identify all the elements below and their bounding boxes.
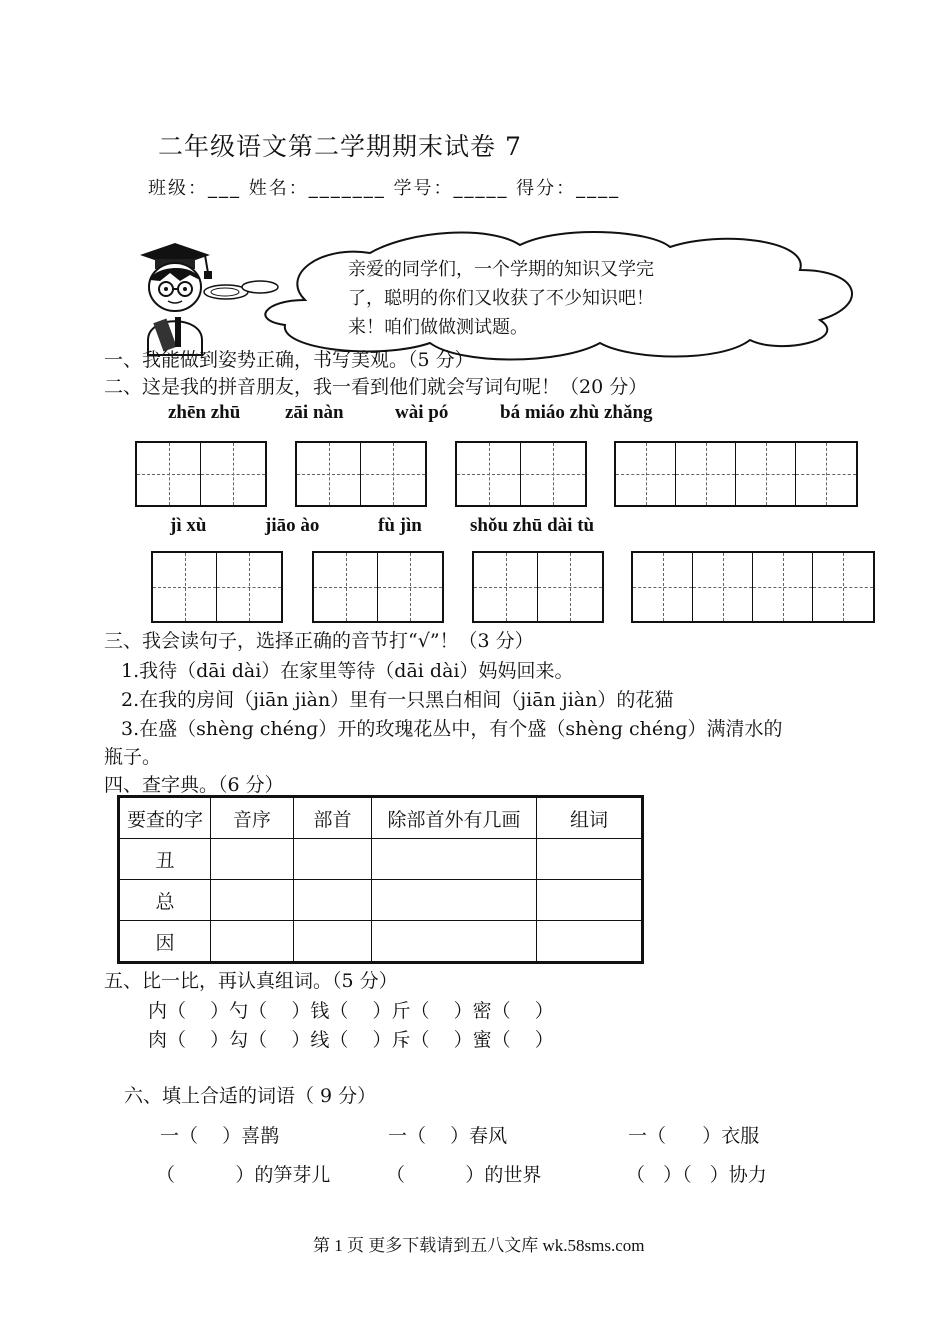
page-footer: 第 1 页 更多下载请到五八文库 wk.58sms.com: [313, 1236, 645, 1255]
question-line: 2.在我的房间（jiān jiàn）里有一只黑白相间（jiān jiàn）的花猫: [121, 689, 674, 711]
table-row: [119, 880, 643, 921]
answer-cell[interactable]: [294, 921, 372, 963]
table-row: [119, 839, 643, 880]
table-cell: 总: [119, 880, 211, 921]
bubble-line: 亲爱的同学们，一个学期的知识又学完: [348, 259, 654, 280]
table-header: 除部首外有几画: [372, 797, 537, 839]
fill-blank: 一（ ）衣服: [628, 1125, 760, 1147]
dictionary-table: [117, 795, 644, 964]
writing-grid[interactable]: [631, 551, 875, 623]
fill-blank: （ ）（ ）协力: [626, 1164, 767, 1186]
thought-dot: [242, 281, 278, 293]
answer-cell[interactable]: [372, 921, 537, 963]
section-4-heading: 四、查字典。（6 分）: [104, 774, 284, 796]
fill-blank: 一（ ）春风: [388, 1125, 508, 1147]
table-cell: 因: [119, 921, 211, 963]
compare-row: 肉（ ）勾（ ）线（ ）斥（ ）蜜（ ）: [148, 1029, 554, 1051]
pinyin-word: zāi nàn: [285, 402, 344, 423]
compare-row: 内（ ）勺（ ）钱（ ）斤（ ）密（ ）: [148, 1000, 554, 1022]
section-6-heading: 六、填上合适的词语（ 9 分）: [124, 1085, 377, 1107]
pinyin-word: wài pó: [395, 402, 449, 423]
answer-cell[interactable]: [211, 839, 294, 880]
answer-cell[interactable]: [294, 880, 372, 921]
writing-grid[interactable]: [455, 441, 587, 507]
pinyin-word: bá miáo zhù zhǎng: [500, 402, 653, 423]
writing-grid[interactable]: [135, 441, 267, 507]
answer-cell[interactable]: [294, 839, 372, 880]
writing-grid[interactable]: [151, 551, 283, 623]
pinyin-word: shǒu zhū dài tù: [470, 515, 595, 536]
question-line: 3.在盛（shènɡ chénɡ）开的玫瑰花丛中，有个盛（shènɡ chénɡ）满清水的: [121, 718, 783, 740]
pinyin-word: zhēn zhū: [168, 402, 241, 423]
table-header: 要查的字: [119, 797, 211, 839]
writing-grid[interactable]: [614, 441, 858, 507]
writing-grid[interactable]: [295, 441, 427, 507]
answer-cell[interactable]: [211, 880, 294, 921]
student-info-line: 班级：___ 姓名：_______ 学号：_____ 得分：____: [148, 178, 621, 199]
fill-blank: （ ）的世界: [386, 1164, 542, 1186]
answer-cell[interactable]: [372, 839, 537, 880]
answer-cell[interactable]: [372, 880, 537, 921]
section-2-heading: 二、这是我的拼音朋友，我一看到他们就会写词句呢！（20 分）: [104, 376, 648, 398]
section-5-heading: 五、比一比，再认真组词。（5 分）: [104, 970, 398, 992]
table-header: 音序: [211, 797, 294, 839]
question-line: 瓶子。: [104, 746, 162, 768]
writing-grid[interactable]: [472, 551, 604, 623]
section-1-heading: 一、我能做到姿势正确，书写美观。（5 分）: [104, 349, 474, 371]
answer-cell[interactable]: [537, 921, 643, 963]
section-3-heading: 三、我会读句子，选择正确的音节打“√”！（3 分）: [104, 630, 534, 652]
table-row: [119, 921, 643, 963]
pinyin-word: fù jìn: [378, 515, 422, 536]
table-header: 部首: [294, 797, 372, 839]
page-title: 二年级语文第二学期期末试卷 7: [158, 132, 522, 161]
fill-blank: （ ）的笋芽儿: [156, 1164, 331, 1186]
answer-cell[interactable]: [537, 839, 643, 880]
table-header-row: [119, 797, 643, 839]
thought-dot: [211, 288, 239, 296]
table-cell: 丑: [119, 839, 211, 880]
writing-grid[interactable]: [312, 551, 444, 623]
pinyin-word: jiāo ào: [265, 515, 320, 536]
pinyin-word: jì xù: [170, 515, 207, 536]
bubble-line: 来！咱们做做测试题。: [348, 317, 528, 338]
bubble-line: 了，聪明的你们又收获了不少知识吧！: [348, 288, 654, 309]
answer-cell[interactable]: [537, 880, 643, 921]
answer-cell[interactable]: [211, 921, 294, 963]
question-line: 1.我待（dāi dài）在家里等待（dāi dài）妈妈回来。: [121, 660, 574, 682]
speech-bubble-text: [348, 255, 728, 342]
fill-blank: 一（ ）喜鹊: [160, 1125, 280, 1147]
student-mascot: [140, 243, 212, 355]
table-header: 组词: [537, 797, 643, 839]
